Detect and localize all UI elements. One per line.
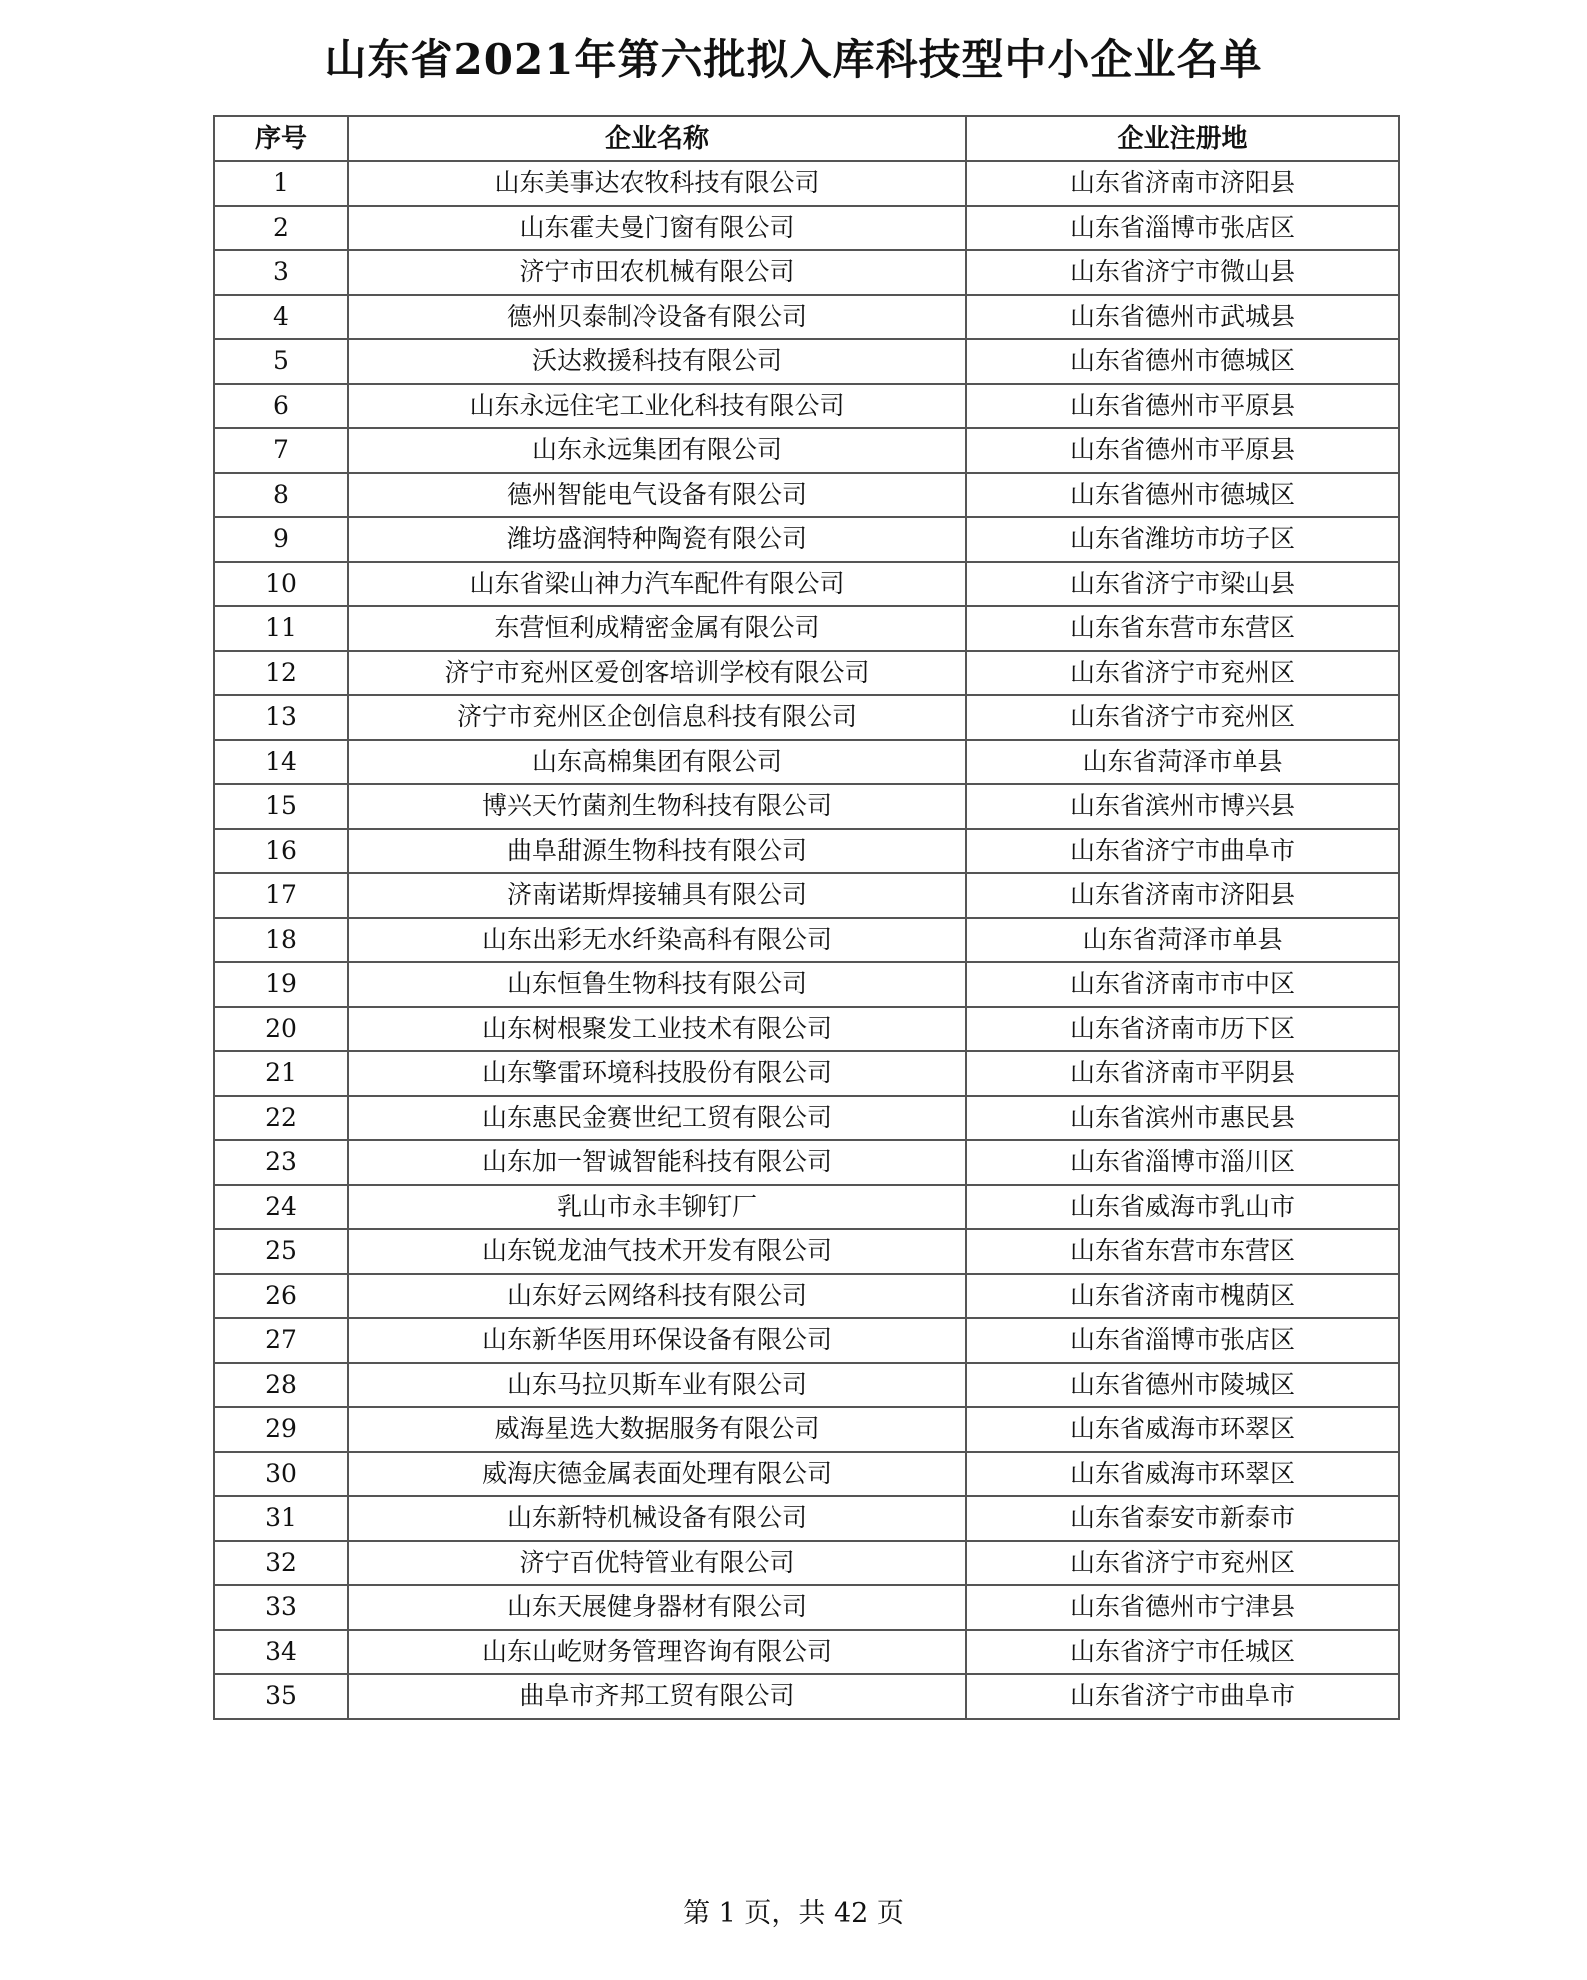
- registered-location: 山东省菏泽市单县: [966, 740, 1399, 785]
- row-index: 11: [214, 606, 348, 651]
- company-name: 德州智能电气设备有限公司: [348, 473, 966, 518]
- table-row: [214, 1185, 1399, 1230]
- registered-location: 山东省淄博市张店区: [966, 1318, 1399, 1363]
- row-index: 31: [214, 1496, 348, 1541]
- company-name: 济宁市兖州区爱创客培训学校有限公司: [348, 651, 966, 696]
- registered-location: 山东省德州市德城区: [966, 473, 1399, 518]
- header-index: 序号: [214, 116, 348, 161]
- row-index: 20: [214, 1007, 348, 1052]
- registered-location: 山东省东营市东营区: [966, 1229, 1399, 1274]
- table-row: [214, 428, 1399, 473]
- row-index: 16: [214, 829, 348, 874]
- header-company-name: 企业名称: [348, 116, 966, 161]
- registered-location: 山东省济南市济阳县: [966, 161, 1399, 206]
- row-index: 22: [214, 1096, 348, 1141]
- registered-location: 山东省淄博市张店区: [966, 206, 1399, 251]
- company-name: 潍坊盛润特种陶瓷有限公司: [348, 517, 966, 562]
- table-body: [214, 161, 1399, 1719]
- row-index: 6: [214, 384, 348, 429]
- table-row: [214, 1452, 1399, 1497]
- company-name: 山东天展健身器材有限公司: [348, 1585, 966, 1630]
- table-row: [214, 1007, 1399, 1052]
- row-index: 18: [214, 918, 348, 963]
- row-index: 34: [214, 1630, 348, 1675]
- row-index: 10: [214, 562, 348, 607]
- row-index: 26: [214, 1274, 348, 1319]
- registered-location: 山东省济宁市兖州区: [966, 1541, 1399, 1586]
- table-header: [214, 116, 1399, 161]
- company-name: 山东永远集团有限公司: [348, 428, 966, 473]
- registered-location: 山东省济南市历下区: [966, 1007, 1399, 1052]
- table-row: [214, 962, 1399, 1007]
- table-row: [214, 517, 1399, 562]
- row-index: 14: [214, 740, 348, 785]
- registered-location: 山东省济宁市兖州区: [966, 651, 1399, 696]
- table-row: [214, 1585, 1399, 1630]
- company-name: 山东出彩无水纤染高科有限公司: [348, 918, 966, 963]
- company-name: 沃达救援科技有限公司: [348, 339, 966, 384]
- registered-location: 山东省威海市环翠区: [966, 1452, 1399, 1497]
- registered-location: 山东省德州市德城区: [966, 339, 1399, 384]
- company-name: 博兴天竹菌剂生物科技有限公司: [348, 784, 966, 829]
- registered-location: 山东省威海市环翠区: [966, 1407, 1399, 1452]
- company-name: 德州贝泰制冷设备有限公司: [348, 295, 966, 340]
- table-row: [214, 250, 1399, 295]
- enterprise-table: [213, 115, 1400, 1720]
- company-name: 山东省梁山神力汽车配件有限公司: [348, 562, 966, 607]
- registered-location: 山东省滨州市博兴县: [966, 784, 1399, 829]
- table-row: [214, 918, 1399, 963]
- row-index: 27: [214, 1318, 348, 1363]
- document-title: 山东省2021年第六批拟入库科技型中小企业名单: [324, 35, 1263, 84]
- registered-location: 山东省济南市济阳县: [966, 873, 1399, 918]
- row-index: 32: [214, 1541, 348, 1586]
- registered-location: 山东省德州市平原县: [966, 384, 1399, 429]
- row-index: 13: [214, 695, 348, 740]
- table-row: [214, 1630, 1399, 1675]
- row-index: 5: [214, 339, 348, 384]
- company-name: 曲阜市齐邦工贸有限公司: [348, 1674, 966, 1719]
- row-index: 35: [214, 1674, 348, 1719]
- table-row: [214, 206, 1399, 251]
- table-row: [214, 1407, 1399, 1452]
- header-row: [214, 116, 1399, 161]
- table-row: [214, 1496, 1399, 1541]
- table-row: [214, 829, 1399, 874]
- row-index: 29: [214, 1407, 348, 1452]
- company-name: 山东高棉集团有限公司: [348, 740, 966, 785]
- table-row: [214, 1274, 1399, 1319]
- table-row: [214, 1051, 1399, 1096]
- registered-location: 山东省德州市陵城区: [966, 1363, 1399, 1408]
- table-row: [214, 384, 1399, 429]
- table-row: [214, 606, 1399, 651]
- row-index: 7: [214, 428, 348, 473]
- company-name: 山东新特机械设备有限公司: [348, 1496, 966, 1541]
- page-footer: 第 1 页，共 42 页: [683, 1898, 904, 1929]
- registered-location: 山东省济南市平阴县: [966, 1051, 1399, 1096]
- company-name: 山东霍夫曼门窗有限公司: [348, 206, 966, 251]
- company-name: 济南诺斯焊接辅具有限公司: [348, 873, 966, 918]
- row-index: 23: [214, 1140, 348, 1185]
- table-row: [214, 339, 1399, 384]
- registered-location: 山东省东营市东营区: [966, 606, 1399, 651]
- registered-location: 山东省济宁市兖州区: [966, 695, 1399, 740]
- registered-location: 山东省德州市平原县: [966, 428, 1399, 473]
- registered-location: 山东省济宁市曲阜市: [966, 829, 1399, 874]
- registered-location: 山东省济宁市曲阜市: [966, 1674, 1399, 1719]
- company-name: 山东锐龙油气技术开发有限公司: [348, 1229, 966, 1274]
- registered-location: 山东省泰安市新泰市: [966, 1496, 1399, 1541]
- registered-location: 山东省济宁市任城区: [966, 1630, 1399, 1675]
- table-row: [214, 1674, 1399, 1719]
- table-row: [214, 473, 1399, 518]
- table-row: [214, 161, 1399, 206]
- registered-location: 山东省菏泽市单县: [966, 918, 1399, 963]
- row-index: 30: [214, 1452, 348, 1497]
- row-index: 24: [214, 1185, 348, 1230]
- registered-location: 山东省济宁市梁山县: [966, 562, 1399, 607]
- company-name: 乳山市永丰铆钉厂: [348, 1185, 966, 1230]
- table-row: [214, 1318, 1399, 1363]
- company-name: 山东马拉贝斯车业有限公司: [348, 1363, 966, 1408]
- registered-location: 山东省德州市武城县: [966, 295, 1399, 340]
- company-name: 山东好云网络科技有限公司: [348, 1274, 966, 1319]
- company-name: 威海庆德金属表面处理有限公司: [348, 1452, 966, 1497]
- company-name: 山东美事达农牧科技有限公司: [348, 161, 966, 206]
- registered-location: 山东省淄博市淄川区: [966, 1140, 1399, 1185]
- header-registered-location: 企业注册地: [966, 116, 1399, 161]
- company-name: 山东惠民金赛世纪工贸有限公司: [348, 1096, 966, 1141]
- row-index: 12: [214, 651, 348, 696]
- company-name: 济宁市田农机械有限公司: [348, 250, 966, 295]
- row-index: 28: [214, 1363, 348, 1408]
- registered-location: 山东省威海市乳山市: [966, 1185, 1399, 1230]
- row-index: 9: [214, 517, 348, 562]
- company-name: 山东永远住宅工业化科技有限公司: [348, 384, 966, 429]
- table-row: [214, 1140, 1399, 1185]
- row-index: 4: [214, 295, 348, 340]
- row-index: 8: [214, 473, 348, 518]
- company-name: 东营恒利成精密金属有限公司: [348, 606, 966, 651]
- table-row: [214, 740, 1399, 785]
- table-row: [214, 1363, 1399, 1408]
- row-index: 17: [214, 873, 348, 918]
- row-index: 1: [214, 161, 348, 206]
- registered-location: 山东省济宁市微山县: [966, 250, 1399, 295]
- registered-location: 山东省德州市宁津县: [966, 1585, 1399, 1630]
- company-name: 山东新华医用环保设备有限公司: [348, 1318, 966, 1363]
- table-row: [214, 784, 1399, 829]
- registered-location: 山东省济南市市中区: [966, 962, 1399, 1007]
- row-index: 33: [214, 1585, 348, 1630]
- company-name: 济宁市兖州区企创信息科技有限公司: [348, 695, 966, 740]
- row-index: 25: [214, 1229, 348, 1274]
- table-row: [214, 295, 1399, 340]
- company-name: 山东树根聚发工业技术有限公司: [348, 1007, 966, 1052]
- table-row: [214, 695, 1399, 740]
- table-row: [214, 1096, 1399, 1141]
- table-row: [214, 1229, 1399, 1274]
- company-name: 威海星选大数据服务有限公司: [348, 1407, 966, 1452]
- table-row: [214, 1541, 1399, 1586]
- row-index: 2: [214, 206, 348, 251]
- company-name: 山东加一智诚智能科技有限公司: [348, 1140, 966, 1185]
- company-name: 济宁百优特管业有限公司: [348, 1541, 966, 1586]
- row-index: 19: [214, 962, 348, 1007]
- registered-location: 山东省济南市槐荫区: [966, 1274, 1399, 1319]
- table-row: [214, 651, 1399, 696]
- row-index: 21: [214, 1051, 348, 1096]
- company-name: 山东山屹财务管理咨询有限公司: [348, 1630, 966, 1675]
- company-name: 山东恒鲁生物科技有限公司: [348, 962, 966, 1007]
- registered-location: 山东省潍坊市坊子区: [966, 517, 1399, 562]
- registered-location: 山东省滨州市惠民县: [966, 1096, 1399, 1141]
- row-index: 15: [214, 784, 348, 829]
- table-row: [214, 873, 1399, 918]
- row-index: 3: [214, 250, 348, 295]
- company-name: 曲阜甜源生物科技有限公司: [348, 829, 966, 874]
- company-name: 山东擎雷环境科技股份有限公司: [348, 1051, 966, 1096]
- table-row: [214, 562, 1399, 607]
